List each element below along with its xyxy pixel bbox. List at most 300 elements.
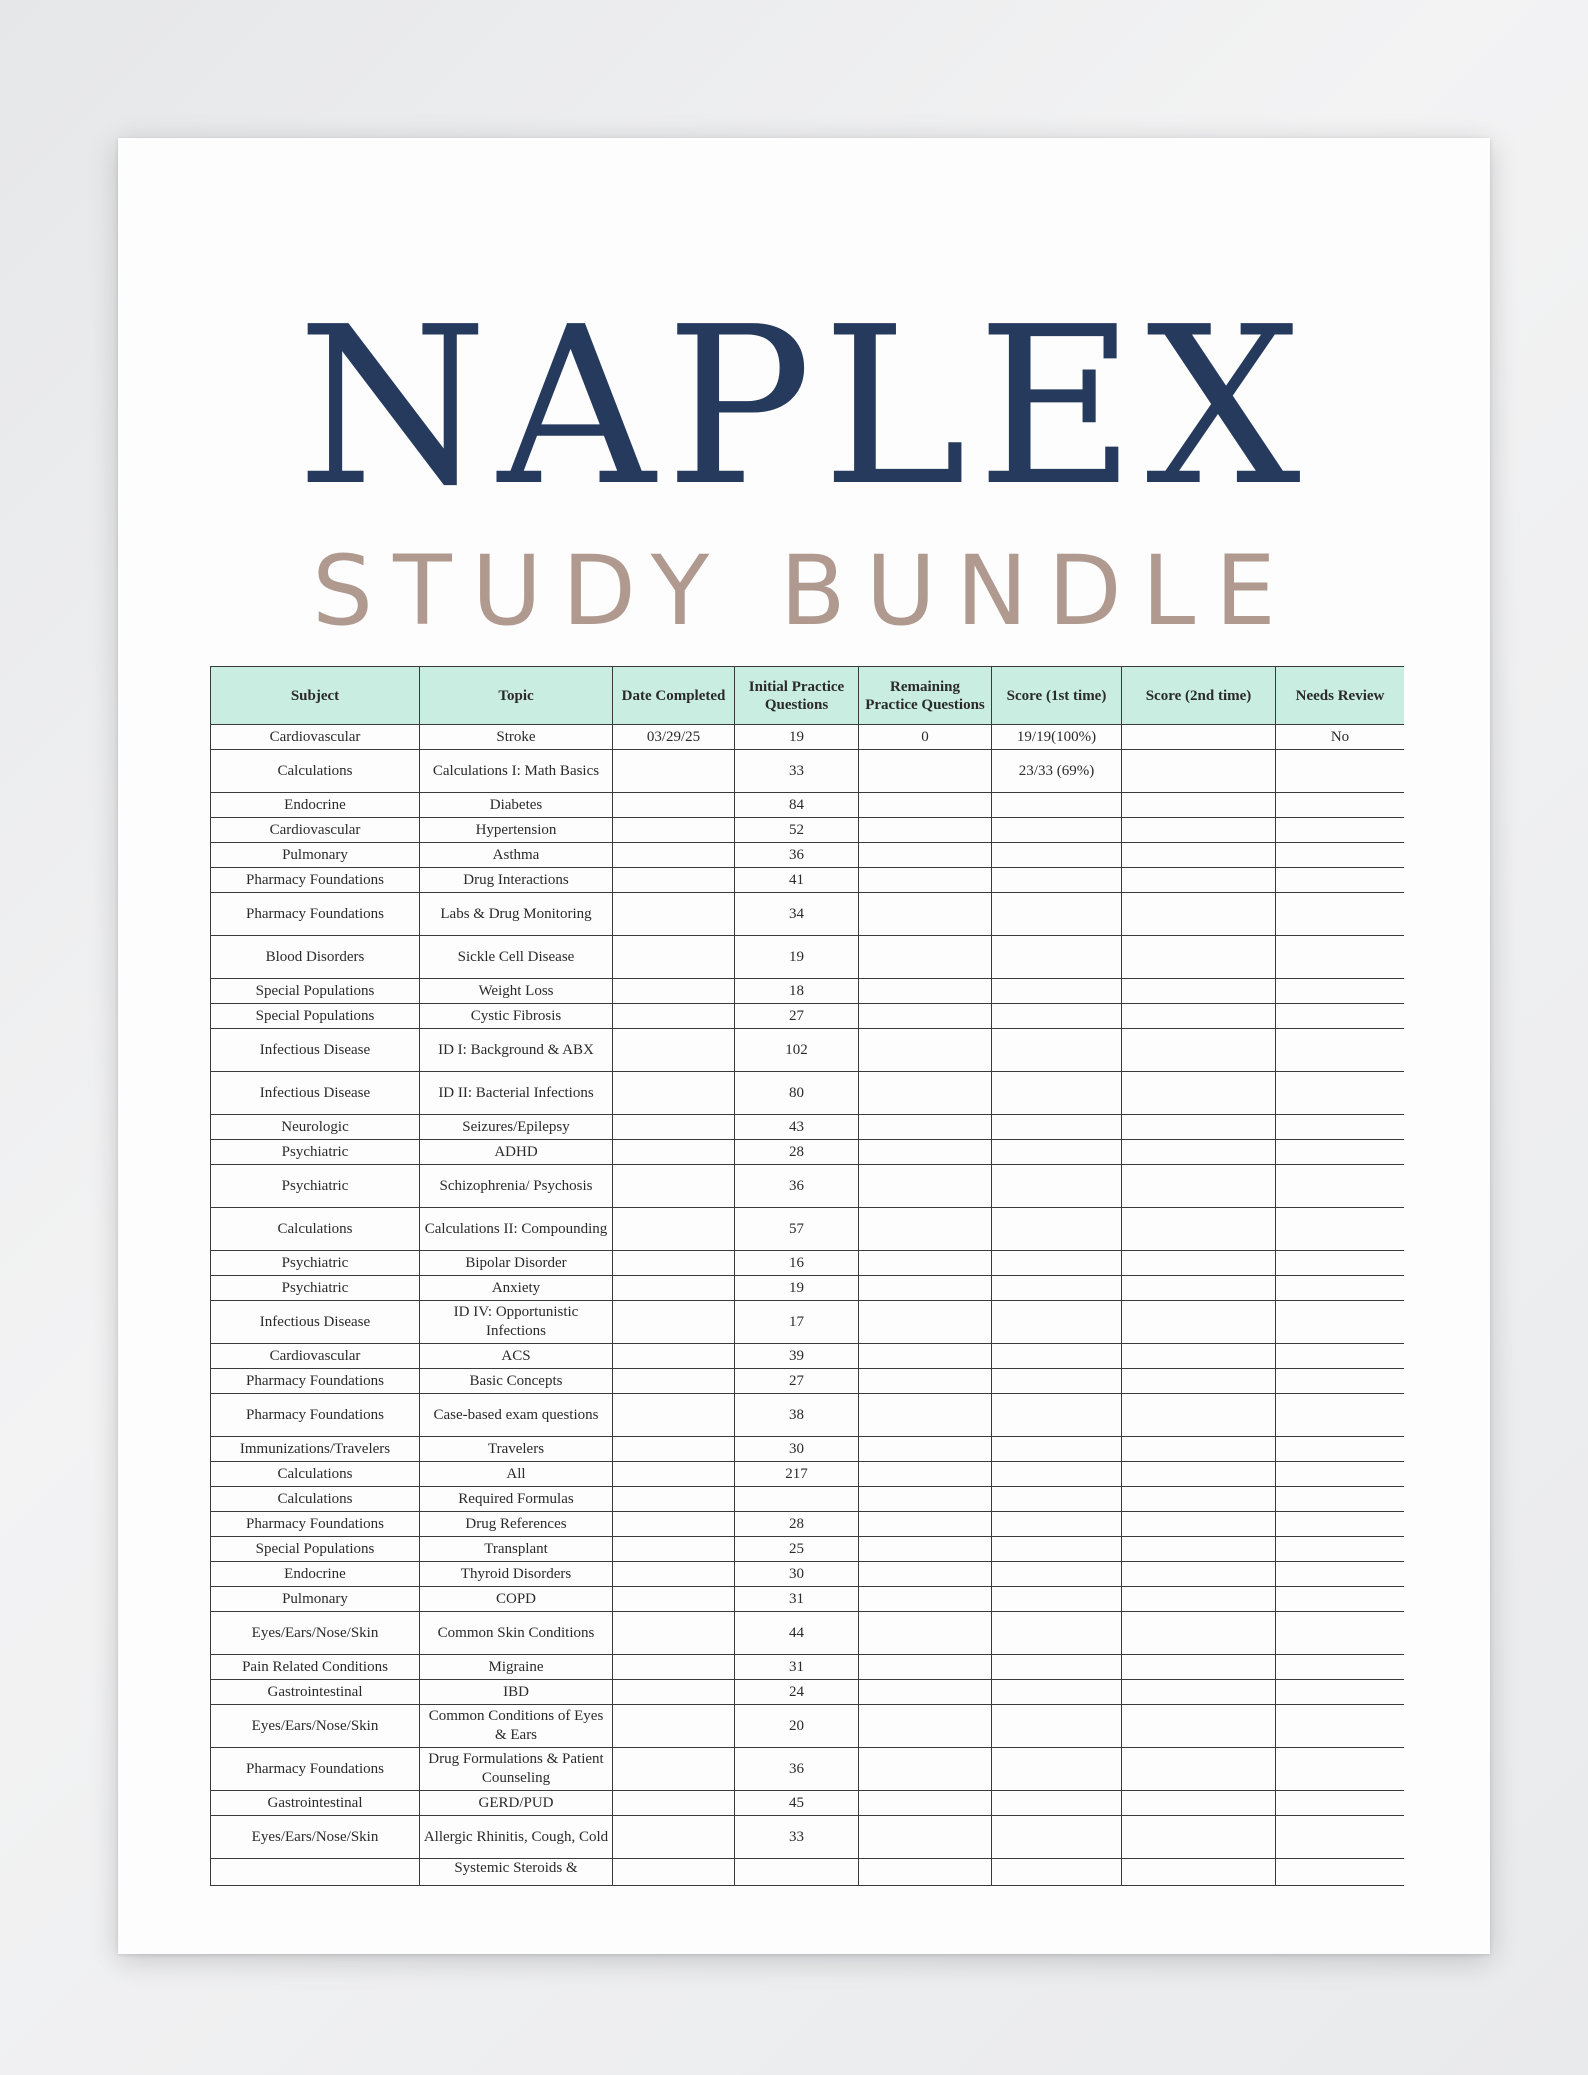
table-cell (613, 1369, 735, 1394)
table-cell: Common Conditions of Eyes & Ears (420, 1705, 613, 1748)
table-cell: 44 (735, 1612, 859, 1655)
table-cell (1276, 1816, 1405, 1859)
table-cell: Pain Related Conditions (211, 1655, 420, 1680)
table-cell (1276, 1301, 1405, 1344)
table-cell (859, 1072, 992, 1115)
table-cell (992, 1072, 1122, 1115)
table-cell: Pharmacy Foundations (211, 1394, 420, 1437)
table-cell: 31 (735, 1587, 859, 1612)
column-header: Date Completed (613, 667, 735, 725)
table-cell (1122, 1816, 1276, 1859)
table-cell (859, 868, 992, 893)
table-cell (1276, 936, 1405, 979)
table-cell (1122, 1115, 1276, 1140)
table-cell (1122, 1165, 1276, 1208)
table-row (211, 1705, 1405, 1748)
table-cell: Cardiovascular (211, 818, 420, 843)
table-cell (1122, 1487, 1276, 1512)
table-cell: Anxiety (420, 1276, 613, 1301)
table-cell: Hypertension (420, 818, 613, 843)
table-cell (1276, 1680, 1405, 1705)
table-cell (1276, 750, 1405, 793)
table-cell: 36 (735, 843, 859, 868)
table-row (211, 1276, 1405, 1301)
table-cell (859, 1029, 992, 1072)
table-cell: Psychiatric (211, 1140, 420, 1165)
table-cell (859, 1512, 992, 1537)
table-cell: Special Populations (211, 979, 420, 1004)
table-cell: 41 (735, 868, 859, 893)
table-row (211, 793, 1405, 818)
table-cell (1122, 1859, 1276, 1886)
table-row (211, 1208, 1405, 1251)
table-cell (992, 1140, 1122, 1165)
table-cell (859, 1587, 992, 1612)
table-cell (1276, 1394, 1405, 1437)
table-cell (992, 1680, 1122, 1705)
table-cell (859, 1437, 992, 1462)
table-row (211, 1462, 1405, 1487)
table-cell (1276, 1072, 1405, 1115)
table-row (211, 1537, 1405, 1562)
table-cell (859, 1748, 992, 1791)
table-cell: 45 (735, 1791, 859, 1816)
table-cell (859, 1394, 992, 1437)
table-cell (992, 1394, 1122, 1437)
table-cell (992, 1587, 1122, 1612)
table-cell (1122, 1369, 1276, 1394)
table-cell: Calculations (211, 1487, 420, 1512)
table-cell: Infectious Disease (211, 1301, 420, 1344)
table-cell (613, 1748, 735, 1791)
table-cell: Thyroid Disorders (420, 1562, 613, 1587)
table-cell (859, 1612, 992, 1655)
table-cell (613, 1816, 735, 1859)
table-cell (1276, 1748, 1405, 1791)
table-cell (1122, 1537, 1276, 1562)
table-cell (1276, 868, 1405, 893)
table-row (211, 1437, 1405, 1462)
table-cell: Schizophrenia/ Psychosis (420, 1165, 613, 1208)
table-cell: ADHD (420, 1140, 613, 1165)
table-cell (1122, 868, 1276, 893)
table-row (211, 1791, 1405, 1816)
table-cell (859, 818, 992, 843)
table-row (211, 1301, 1405, 1344)
table-cell: 19 (735, 1276, 859, 1301)
table-cell (1122, 1705, 1276, 1748)
table-cell (859, 1462, 992, 1487)
table-row (211, 1140, 1405, 1165)
study-table-container (210, 666, 1404, 1922)
table-cell (1122, 1462, 1276, 1487)
table-cell (613, 936, 735, 979)
table-cell (859, 1276, 992, 1301)
table-cell: Infectious Disease (211, 1072, 420, 1115)
table-cell: ID IV: Opportunistic Infections (420, 1301, 613, 1344)
table-cell (1122, 1587, 1276, 1612)
table-cell: Psychiatric (211, 1251, 420, 1276)
table-cell: 31 (735, 1655, 859, 1680)
table-cell: Basic Concepts (420, 1369, 613, 1394)
table-cell (992, 1344, 1122, 1369)
table-cell (613, 1115, 735, 1140)
table-cell (1122, 1655, 1276, 1680)
table-cell: Pharmacy Foundations (211, 893, 420, 936)
table-cell (859, 1791, 992, 1816)
table-cell (613, 1487, 735, 1512)
table-row (211, 1562, 1405, 1587)
table-cell: Endocrine (211, 793, 420, 818)
table-cell: 03/29/25 (613, 725, 735, 750)
table-cell: Calculations (211, 1208, 420, 1251)
table-cell (1122, 1029, 1276, 1072)
table-body (211, 725, 1405, 1886)
table-cell (992, 1029, 1122, 1072)
table-cell: Drug Formulations & Patient Counseling (420, 1748, 613, 1791)
table-row (211, 1816, 1405, 1859)
table-cell: All (420, 1462, 613, 1487)
table-cell (1276, 793, 1405, 818)
table-cell (1122, 1344, 1276, 1369)
table-cell: Weight Loss (420, 979, 613, 1004)
table-cell (613, 1587, 735, 1612)
table-cell (992, 1487, 1122, 1512)
table-cell (859, 1487, 992, 1512)
table-cell (613, 893, 735, 936)
table-cell: Pulmonary (211, 843, 420, 868)
table-cell (1276, 818, 1405, 843)
table-cell (613, 1680, 735, 1705)
table-cell (1276, 1487, 1405, 1512)
table-cell (1276, 843, 1405, 868)
table-cell (1122, 1748, 1276, 1791)
table-cell (1276, 1612, 1405, 1655)
table-cell: Infectious Disease (211, 1029, 420, 1072)
table-cell: Calculations II: Compounding (420, 1208, 613, 1251)
table-cell (1276, 1140, 1405, 1165)
table-cell (992, 818, 1122, 843)
table-cell (859, 1816, 992, 1859)
table-cell: 102 (735, 1029, 859, 1072)
table-cell (1122, 1208, 1276, 1251)
table-cell: Stroke (420, 725, 613, 750)
column-header: Score (1st time) (992, 667, 1122, 725)
table-cell (859, 1165, 992, 1208)
document-page (118, 138, 1490, 1954)
table-row (211, 1369, 1405, 1394)
study-tracker-table (210, 666, 1404, 1886)
table-cell (1122, 936, 1276, 979)
column-header: Subject (211, 667, 420, 725)
table-row (211, 1072, 1405, 1115)
table-cell (859, 1655, 992, 1680)
table-cell: Special Populations (211, 1537, 420, 1562)
table-cell: Blood Disorders (211, 936, 420, 979)
table-cell (859, 936, 992, 979)
table-cell: Psychiatric (211, 1276, 420, 1301)
table-cell: Psychiatric (211, 1165, 420, 1208)
table-cell (613, 818, 735, 843)
table-cell (1122, 750, 1276, 793)
table-cell (1122, 793, 1276, 818)
table-cell (613, 868, 735, 893)
table-row (211, 1029, 1405, 1072)
table-cell: Asthma (420, 843, 613, 868)
table-cell (1276, 893, 1405, 936)
table-cell (859, 1369, 992, 1394)
table-cell (859, 1208, 992, 1251)
table-cell (992, 979, 1122, 1004)
table-cell (992, 843, 1122, 868)
table-cell (1122, 1394, 1276, 1437)
table-cell: 19/19(100%) (992, 725, 1122, 750)
table-cell (1276, 1276, 1405, 1301)
table-cell: COPD (420, 1587, 613, 1612)
table-cell: No (1276, 725, 1405, 750)
page-title: NAPLEX (297, 281, 1311, 534)
table-cell (859, 1705, 992, 1748)
table-cell (735, 1859, 859, 1886)
table-row (211, 893, 1405, 936)
table-cell: 19 (735, 936, 859, 979)
table-cell (992, 1748, 1122, 1791)
table-cell (1122, 1140, 1276, 1165)
table-cell (992, 1537, 1122, 1562)
table-cell (992, 1612, 1122, 1655)
table-cell (1276, 1537, 1405, 1562)
table-cell (992, 1251, 1122, 1276)
table-cell (1276, 979, 1405, 1004)
table-cell (1276, 1512, 1405, 1537)
table-row (211, 1859, 1405, 1886)
table-cell (613, 1004, 735, 1029)
table-cell (1122, 1612, 1276, 1655)
table-cell: Seizures/Epilepsy (420, 1115, 613, 1140)
table-cell: Pharmacy Foundations (211, 868, 420, 893)
table-cell (613, 793, 735, 818)
table-cell: 23/33 (69%) (992, 750, 1122, 793)
table-cell: 217 (735, 1462, 859, 1487)
table-cell (613, 1562, 735, 1587)
table-cell (992, 1276, 1122, 1301)
table-cell: Systemic Steroids & (420, 1859, 613, 1886)
column-header: Remaining Practice Questions (859, 667, 992, 725)
table-cell (992, 1165, 1122, 1208)
table-header-row (211, 667, 1405, 725)
table-cell: 28 (735, 1140, 859, 1165)
table-cell (992, 1705, 1122, 1748)
table-row (211, 1165, 1405, 1208)
table-cell: Cardiovascular (211, 725, 420, 750)
table-cell (1122, 893, 1276, 936)
table-cell: Gastrointestinal (211, 1791, 420, 1816)
table-cell (1276, 1655, 1405, 1680)
table-cell (1122, 1004, 1276, 1029)
table-cell (992, 1462, 1122, 1487)
table-cell: Case-based exam questions (420, 1394, 613, 1437)
table-cell (1122, 979, 1276, 1004)
table-row (211, 936, 1405, 979)
column-header: Topic (420, 667, 613, 725)
table-cell (859, 1115, 992, 1140)
table-cell (859, 1859, 992, 1886)
table-cell: 80 (735, 1072, 859, 1115)
table-cell: IBD (420, 1680, 613, 1705)
table-cell (859, 793, 992, 818)
table-row (211, 1748, 1405, 1791)
table-cell (613, 1301, 735, 1344)
table-cell: 28 (735, 1512, 859, 1537)
table-row (211, 1680, 1405, 1705)
table-cell (1276, 1587, 1405, 1612)
table-cell: Migraine (420, 1655, 613, 1680)
table-cell: 30 (735, 1437, 859, 1462)
table-cell: Bipolar Disorder (420, 1251, 613, 1276)
table-cell: Calculations (211, 750, 420, 793)
table-cell: 19 (735, 725, 859, 750)
table-cell (1122, 1680, 1276, 1705)
table-cell (1122, 1276, 1276, 1301)
table-cell (992, 1655, 1122, 1680)
table-cell (613, 1462, 735, 1487)
table-cell: 0 (859, 725, 992, 750)
table-cell: 18 (735, 979, 859, 1004)
table-cell (992, 1369, 1122, 1394)
table-cell (613, 1655, 735, 1680)
table-cell (992, 1004, 1122, 1029)
table-cell (613, 1437, 735, 1462)
table-row (211, 1487, 1405, 1512)
table-row (211, 1512, 1405, 1537)
table-cell (1276, 1251, 1405, 1276)
table-cell (613, 1859, 735, 1886)
table-cell (1122, 1072, 1276, 1115)
table-cell: 16 (735, 1251, 859, 1276)
table-row (211, 750, 1405, 793)
table-cell (859, 1344, 992, 1369)
table-cell (613, 1394, 735, 1437)
table-cell (1276, 1369, 1405, 1394)
table-row (211, 1587, 1405, 1612)
table-cell: Endocrine (211, 1562, 420, 1587)
table-cell (992, 1816, 1122, 1859)
column-header: Initial Practice Questions (735, 667, 859, 725)
table-row (211, 843, 1405, 868)
table-cell: ACS (420, 1344, 613, 1369)
table-cell: 38 (735, 1394, 859, 1437)
table-cell (1122, 1301, 1276, 1344)
table-cell (992, 1437, 1122, 1462)
table-cell (859, 979, 992, 1004)
table-cell: GERD/PUD (420, 1791, 613, 1816)
table-cell: 57 (735, 1208, 859, 1251)
table-cell (1276, 1115, 1405, 1140)
table-row (211, 868, 1405, 893)
table-cell (735, 1487, 859, 1512)
table-cell (613, 1276, 735, 1301)
table-row (211, 1344, 1405, 1369)
table-row (211, 818, 1405, 843)
table-cell: Travelers (420, 1437, 613, 1462)
table-cell: 52 (735, 818, 859, 843)
table-cell (992, 1512, 1122, 1537)
table-cell (859, 893, 992, 936)
table-cell (859, 1301, 992, 1344)
table-row (211, 1394, 1405, 1437)
table-cell: Labs & Drug Monitoring (420, 893, 613, 936)
table-cell (1276, 1437, 1405, 1462)
table-cell (613, 1165, 735, 1208)
table-cell (1276, 1029, 1405, 1072)
table-cell (992, 1791, 1122, 1816)
table-cell: 84 (735, 793, 859, 818)
table-cell (1276, 1208, 1405, 1251)
table-cell (859, 1251, 992, 1276)
table-cell: Sickle Cell Disease (420, 936, 613, 979)
table-cell (1122, 1791, 1276, 1816)
table-cell: Eyes/Ears/Nose/Skin (211, 1612, 420, 1655)
table-cell (992, 893, 1122, 936)
table-cell (613, 1344, 735, 1369)
table-cell (859, 750, 992, 793)
table-cell (859, 1562, 992, 1587)
table-cell: Gastrointestinal (211, 1680, 420, 1705)
table-row (211, 1004, 1405, 1029)
table-cell: Pulmonary (211, 1587, 420, 1612)
table-cell: Drug References (420, 1512, 613, 1537)
table-cell (1276, 1462, 1405, 1487)
table-cell (1276, 1562, 1405, 1587)
table-cell (992, 1208, 1122, 1251)
table-cell (613, 1251, 735, 1276)
table-cell (1122, 1251, 1276, 1276)
table-cell (1122, 1512, 1276, 1537)
table-cell (1122, 1437, 1276, 1462)
table-cell: 33 (735, 1816, 859, 1859)
table-cell: Transplant (420, 1537, 613, 1562)
table-cell: 25 (735, 1537, 859, 1562)
table-cell: 33 (735, 750, 859, 793)
table-cell: 34 (735, 893, 859, 936)
table-cell (992, 1115, 1122, 1140)
table-cell: 30 (735, 1562, 859, 1587)
table-cell: Required Formulas (420, 1487, 613, 1512)
table-cell (1276, 1344, 1405, 1369)
table-cell: 39 (735, 1344, 859, 1369)
table-cell (1122, 843, 1276, 868)
table-cell: 20 (735, 1705, 859, 1748)
table-cell: ID II: Bacterial Infections (420, 1072, 613, 1115)
table-cell: Cardiovascular (211, 1344, 420, 1369)
table-cell: 24 (735, 1680, 859, 1705)
table-cell (992, 868, 1122, 893)
table-row (211, 979, 1405, 1004)
table-row (211, 725, 1405, 750)
table-cell: Neurologic (211, 1115, 420, 1140)
table-cell: 36 (735, 1748, 859, 1791)
table-cell: Pharmacy Foundations (211, 1369, 420, 1394)
table-cell (211, 1859, 420, 1886)
table-cell (1122, 725, 1276, 750)
table-cell: Calculations (211, 1462, 420, 1487)
table-cell: Cystic Fibrosis (420, 1004, 613, 1029)
table-cell (992, 1859, 1122, 1886)
table-cell (613, 1140, 735, 1165)
table-cell (1276, 1791, 1405, 1816)
table-cell (859, 843, 992, 868)
table-cell: Pharmacy Foundations (211, 1748, 420, 1791)
